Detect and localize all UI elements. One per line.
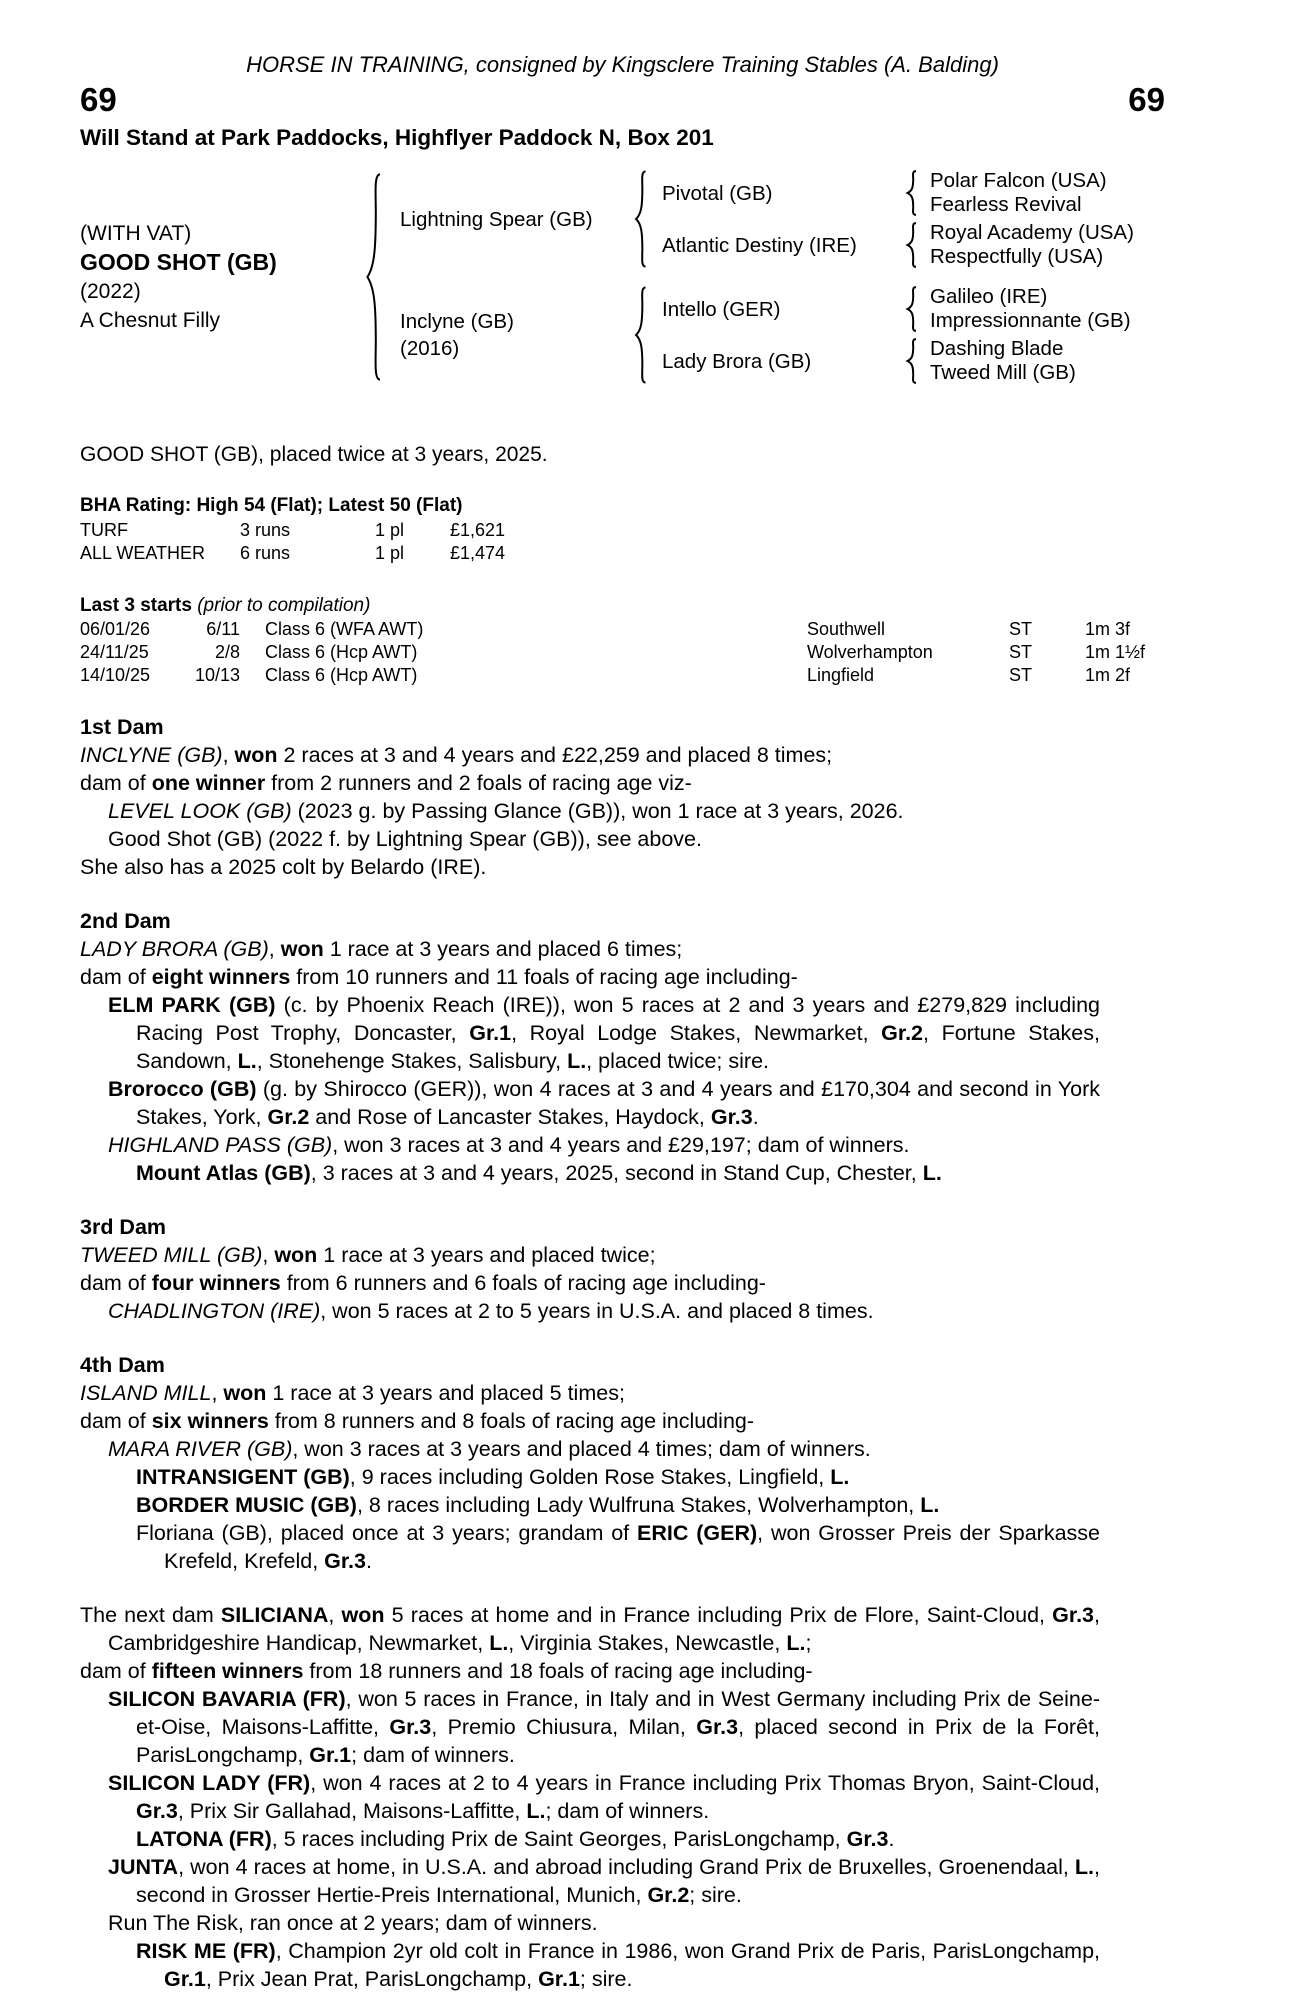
great-grandparent-name: Polar Falcon (USA) xyxy=(930,169,1107,192)
pedigree-brace-icon xyxy=(904,338,920,384)
last-starts-table xyxy=(80,618,1165,687)
dam-sire-row xyxy=(650,285,1131,333)
pedigree-brace-icon xyxy=(362,169,386,385)
great-grandparent-name: Fearless Revival xyxy=(930,193,1082,216)
pedigree-text-line: dam of four winners from 6 runners and 6 foals of racing age including- xyxy=(80,1271,766,1295)
pedigree-text-line: ISLAND MILL, won 1 race at 3 years and placed 5 times; xyxy=(80,1381,625,1405)
dam-section xyxy=(80,1213,1165,1325)
dam-year: (2016) xyxy=(400,337,460,360)
sire-dam-name: Atlantic Destiny (IRE) xyxy=(662,233,857,257)
pedigree-text-line: dam of one winner from 2 runners and 2 foals of racing age viz- xyxy=(80,771,692,795)
great-grandparents xyxy=(920,221,1134,269)
race-summary-line: GOOD SHOT (GB), placed twice at 3 years, 2025. xyxy=(80,443,548,466)
horse-description: A Chesnut Filly xyxy=(80,309,221,332)
dam-section xyxy=(80,1351,1165,1575)
pedigree-text-line: dam of six winners from 8 runners and 8 foals of racing age including- xyxy=(80,1409,755,1433)
start-date-cell: 14/10/25 xyxy=(80,665,151,685)
sire-grandparents xyxy=(650,169,1134,269)
pedigree-text-line: ELM PARK (GB) (c. by Phoenix Reach (IRE)), won 5 races at 2 and 3 years and £279,829 including Racing Post Trophy, Doncaster, Gr.1, Royal Lodge Stakes, Newmarket, Gr.2, Fortune Stakes, Sandown, L., Stonehenge Stakes, Salisbury, L., placed twice; sire. xyxy=(108,993,1100,1073)
last-starts-subtitle: (prior to compilation) xyxy=(191,595,371,616)
lot-number-left: 69 xyxy=(80,81,117,118)
dam-heading: 2nd Dam xyxy=(80,909,171,933)
great-grandparents xyxy=(920,285,1131,333)
great-grandparent-name: Respectfully (USA) xyxy=(930,245,1104,268)
bha-runs-cell: 3 runs xyxy=(240,520,291,540)
pedigree-text-line: HIGHLAND PASS (GB), won 3 races at 3 and 4 years and £29,197; dam of winners. xyxy=(108,1133,910,1157)
bha-rating-title: BHA Rating: High 54 (Flat); Latest 50 (Flat) xyxy=(80,495,463,516)
pedigree-text-line: She also has a 2025 colt by Belardo (IRE). xyxy=(80,855,487,879)
pedigree-text-line: RISK ME (FR), Champion 2yr old colt in France in 1986, won Grand Prix de Paris, ParisLongchamp, Gr.1, Prix Jean Prat, ParisLongchamp, Gr.1; sire. xyxy=(136,1939,1100,1991)
pedigree-text-line: Mount Atlas (GB), 3 races at 3 and 4 years, 2025, second in Stand Cup, Chester, L. xyxy=(136,1161,942,1185)
pedigree-text-line: INCLYNE (GB), won 2 races at 3 and 4 years and £22,259 and placed 8 times; xyxy=(80,743,833,767)
pedigree-text-line: BORDER MUSIC (GB), 8 races including Lady Wulfruna Stakes, Wolverhampton, L. xyxy=(136,1493,940,1517)
lot-number-row xyxy=(80,80,1165,120)
dam-sire-name: Intello (GER) xyxy=(662,297,781,321)
dam-heading: 3rd Dam xyxy=(80,1215,167,1239)
dam-sections xyxy=(80,713,1165,1993)
pedigree-text-line: The next dam SILICIANA, won 5 races at home and in France including Prix de Flore, Saint-Cloud, Gr.3, Cambridgeshire Handicap, Newmarket, L., Virginia Stakes, Newcastle, L.; xyxy=(80,1603,1100,1655)
pedigree-text-line: JUNTA, won 4 races at home, in U.S.A. and abroad including Grand Prix de Bruxelles, Groenendaal, L., second in Grosser Hertie-Preis International, Munich, Gr.2; sire. xyxy=(108,1855,1100,1907)
bha-surface-cell: ALL WEATHER xyxy=(80,543,206,563)
start-course-cell: Wolverhampton xyxy=(807,642,933,662)
dam-heading: 4th Dam xyxy=(80,1353,165,1377)
pedigree-text-line: TWEED MILL (GB), won 1 race at 3 years and placed twice; xyxy=(80,1243,656,1267)
pedigree-text-line: LEVEL LOOK (GB) (2023 g. by Passing Glance (GB)), won 1 race at 3 years, 2026. xyxy=(108,799,904,823)
horse-name: GOOD SHOT (GB) xyxy=(80,249,277,275)
start-position-cell: 6/11 xyxy=(206,619,240,639)
dam-section xyxy=(80,713,1165,881)
dam-heading: 1st Dam xyxy=(80,715,164,739)
pedigree-brace-icon xyxy=(904,286,920,332)
great-grandparents xyxy=(920,337,1076,385)
pedigree-text-line: dam of eight winners from 10 runners and 11 foals of racing age including- xyxy=(80,965,798,989)
start-date-cell: 06/01/26 xyxy=(80,619,151,639)
dam-section xyxy=(80,1601,1165,1993)
horse-details xyxy=(80,219,362,335)
start-going-cell: ST xyxy=(1009,619,1033,639)
pedigree-text-line: LATONA (FR), 5 races including Prix de Saint Georges, ParisLongchamp, Gr.3. xyxy=(136,1827,895,1851)
dam-dam-name: Lady Brora (GB) xyxy=(662,349,812,373)
pedigree-table xyxy=(80,168,1165,386)
pedigree-text-line: SILICON BAVARIA (FR), won 5 races in France, in Italy and in West Germany including Prix de Seine-et-Oise, Maisons-Laffitte, Gr.3, Premio Chiusura, Milan, Gr.3, placed second in Prix de la Forêt, ParisLongchamp, Gr.1; dam of winners. xyxy=(108,1687,1100,1767)
pedigree-parents xyxy=(386,169,1134,385)
pedigree-text-line: Run The Risk, ran once at 2 years; dam of winners. xyxy=(108,1911,598,1935)
sire-dam-row xyxy=(650,221,1134,269)
sire-name: Lightning Spear (GB) xyxy=(400,207,593,231)
start-course-cell: Southwell xyxy=(807,619,886,639)
dam-name: Inclyne (GB) xyxy=(400,310,514,333)
dam-name-block xyxy=(386,308,632,362)
bha-earnings-cell: £1,474 xyxy=(450,543,506,563)
pedigree-text-line: LADY BRORA (GB), won 1 race at 3 years and placed 6 times; xyxy=(80,937,683,961)
start-race-cell: Class 6 (Hcp AWT) xyxy=(265,665,418,685)
start-race-cell: Class 6 (Hcp AWT) xyxy=(265,642,418,662)
bha-rating-table xyxy=(80,519,1165,565)
great-grandparent-name: Galileo (IRE) xyxy=(930,285,1048,308)
dam-dam-row xyxy=(650,337,1131,385)
start-course-cell: Lingfield xyxy=(807,665,875,685)
sire-sire-row xyxy=(650,169,1134,217)
lot-number-right: 69 xyxy=(1128,81,1165,118)
pedigree-text-line: MARA RIVER (GB), won 3 races at 3 years and placed 4 times; dam of winners. xyxy=(108,1437,871,1461)
sire-sire-name: Pivotal (GB) xyxy=(662,181,773,205)
stand-location-line: Will Stand at Park Paddocks, Highflyer Paddock N, Box 201 xyxy=(80,125,714,150)
sire-name-block xyxy=(386,206,632,233)
bha-places-cell: 1 pl xyxy=(375,520,405,540)
start-position-cell: 2/8 xyxy=(214,642,240,662)
page-header: HORSE IN TRAINING, consigned by Kingsclere Training Stables (A. Balding) xyxy=(246,52,999,77)
great-grandparent-name: Royal Academy (USA) xyxy=(930,221,1134,244)
dam-section xyxy=(80,907,1165,1187)
bha-places-cell: 1 pl xyxy=(375,543,405,563)
start-date-cell: 24/11/25 xyxy=(80,642,149,662)
great-grandparent-name: Dashing Blade xyxy=(930,337,1064,360)
start-going-cell: ST xyxy=(1009,665,1033,685)
horse-year: (2022) xyxy=(80,280,141,303)
pedigree-brace-icon xyxy=(904,222,920,268)
pedigree-text-line: Brorocco (GB) (g. by Shirocco (GER)), won 4 races at 3 and 4 years and £170,304 and second in York Stakes, York, Gr.2 and Rose of Lancaster Stakes, Haydock, Gr.3. xyxy=(108,1077,1100,1129)
start-position-cell: 10/13 xyxy=(194,665,240,685)
sire-branch xyxy=(386,169,1134,269)
bha-surface-cell: TURF xyxy=(80,520,128,540)
pedigree-brace-icon xyxy=(632,285,650,385)
dam-grandparents xyxy=(650,285,1131,385)
pedigree-text-line: Floriana (GB), placed once at 3 years; grandam of ERIC (GER), won Grosser Preis der Sparkasse Krefeld, Krefeld, Gr.3. xyxy=(136,1521,1100,1573)
pedigree-brace-icon xyxy=(904,170,920,216)
last-starts-label: Last 3 starts xyxy=(80,595,192,616)
last-starts-title xyxy=(80,593,1165,618)
great-grandparent-name: Impressionnante (GB) xyxy=(930,309,1131,332)
bha-earnings-cell: £1,621 xyxy=(450,520,506,540)
dam-branch xyxy=(386,285,1134,385)
great-grandparents xyxy=(920,169,1107,217)
start-going-cell: ST xyxy=(1009,642,1033,662)
start-distance-cell: 1m 3f xyxy=(1085,619,1131,639)
pedigree-text-line: SILICON LADY (FR), won 4 races at 2 to 4 years in France including Prix Thomas Bryon, Saint-Cloud, Gr.3, Prix Sir Gallahad, Maisons-Laffitte, L.; dam of winners. xyxy=(108,1771,1100,1823)
great-grandparent-name: Tweed Mill (GB) xyxy=(930,361,1076,384)
pedigree-text-line: Good Shot (GB) (2022 f. by Lightning Spear (GB)), see above. xyxy=(108,827,702,851)
pedigree-text-line: dam of fifteen winners from 18 runners and 18 foals of racing age including- xyxy=(80,1659,813,1683)
start-distance-cell: 1m 1½f xyxy=(1085,642,1146,662)
pedigree-text-line: CHADLINGTON (IRE), won 5 races at 2 to 5 years in U.S.A. and placed 8 times. xyxy=(108,1299,874,1323)
vat-note: (WITH VAT) xyxy=(80,222,192,245)
pedigree-brace-icon xyxy=(632,169,650,269)
start-race-cell: Class 6 (WFA AWT) xyxy=(265,619,424,639)
start-distance-cell: 1m 2f xyxy=(1085,665,1131,685)
pedigree-text-line: INTRANSIGENT (GB), 9 races including Golden Rose Stakes, Lingfield, L. xyxy=(136,1465,850,1489)
bha-runs-cell: 6 runs xyxy=(240,543,291,563)
